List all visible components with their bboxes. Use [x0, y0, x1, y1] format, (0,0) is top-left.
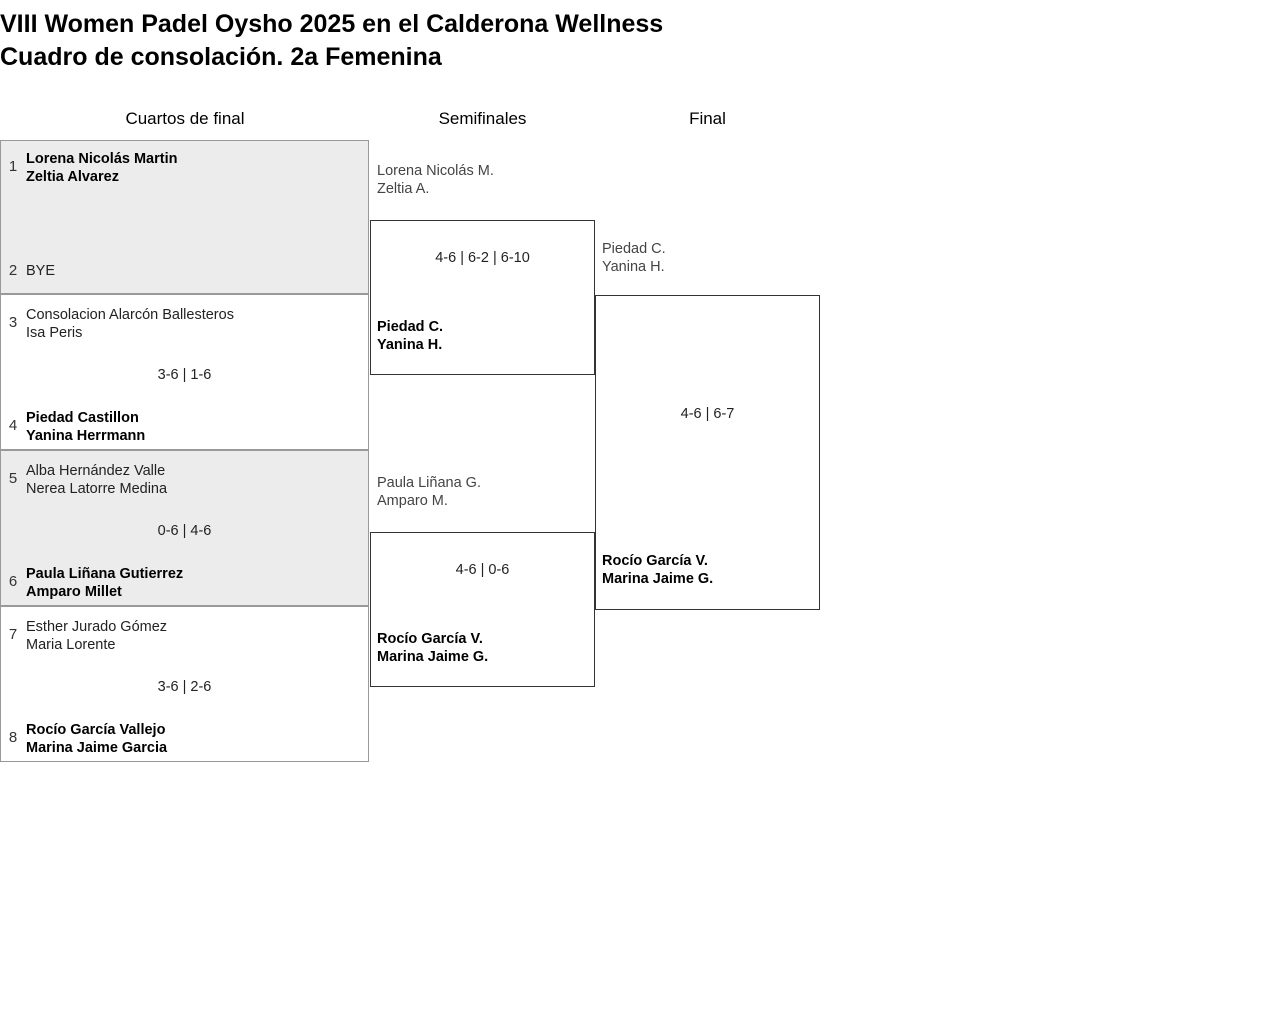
- player-name: Piedad C.: [377, 319, 444, 335]
- round-header-semifinals: Semifinales: [438, 109, 527, 128]
- seed-number: 5: [8, 470, 18, 487]
- player-name: Amparo M.: [377, 493, 448, 509]
- player-name: Yanina H.: [377, 337, 443, 353]
- player-name: Paula Liñana G.: [377, 475, 481, 491]
- seed-number: 2: [8, 262, 18, 279]
- seed-number: 7: [8, 626, 18, 643]
- page-title: [0, 8, 900, 74]
- player-name: Yanina H.: [602, 259, 665, 275]
- player-name: Piedad Castillon: [26, 410, 139, 426]
- seed-number: 1: [8, 158, 18, 175]
- player-name: Amparo Millet: [26, 584, 122, 600]
- player-name: Zeltia Alvarez: [26, 169, 119, 185]
- match-score: 3-6 | 2-6: [157, 679, 212, 695]
- tournament-title-line-2: Cuadro de consolación. 2a Femenina: [0, 43, 442, 71]
- tournament-title-line-1: VIII Women Padel Oysho 2025 en el Calderona Wellness: [0, 10, 664, 38]
- player-name: Consolacion Alarcón Ballesteros: [26, 307, 234, 323]
- player-name: Lorena Nicolás M.: [377, 163, 494, 179]
- player-name: Marina Jaime Garcia: [26, 740, 168, 756]
- seed-number: 3: [8, 314, 18, 331]
- round-header-quarterfinals: Cuartos de final: [125, 109, 245, 128]
- player-name: Esther Jurado Gómez: [26, 619, 168, 635]
- match-score: 4-6 | 6-7: [680, 406, 735, 422]
- player-name: Maria Lorente: [26, 637, 116, 653]
- player-name: Piedad C.: [602, 241, 666, 257]
- player-name: BYE: [26, 263, 56, 279]
- player-name: Nerea Latorre Medina: [26, 481, 168, 497]
- match-score: 0-6 | 4-6: [157, 523, 212, 539]
- player-name: Rocío García V.: [602, 553, 708, 569]
- player-name: Zeltia A.: [377, 181, 430, 197]
- player-name: Alba Hernández Valle: [26, 463, 166, 479]
- match-score: 4-6 | 6-2 | 6-10: [435, 250, 530, 266]
- match-score: 4-6 | 0-6: [455, 562, 510, 578]
- seed-number: 6: [8, 573, 18, 590]
- round-header-final: Final: [689, 109, 726, 128]
- player-name: Marina Jaime G.: [602, 571, 714, 587]
- player-name: Lorena Nicolás Martin: [26, 151, 178, 167]
- player-name: Paula Liñana Gutierrez: [26, 566, 184, 582]
- player-name: Rocío García Vallejo: [26, 722, 166, 738]
- player-name: Rocío García V.: [377, 631, 483, 647]
- player-name: Yanina Herrmann: [26, 428, 146, 444]
- seed-number: 8: [8, 729, 18, 746]
- player-name: Isa Peris: [26, 325, 83, 341]
- player-name: Marina Jaime G.: [377, 649, 489, 665]
- seed-number: 4: [8, 417, 18, 434]
- match-score: 3-6 | 1-6: [157, 367, 212, 383]
